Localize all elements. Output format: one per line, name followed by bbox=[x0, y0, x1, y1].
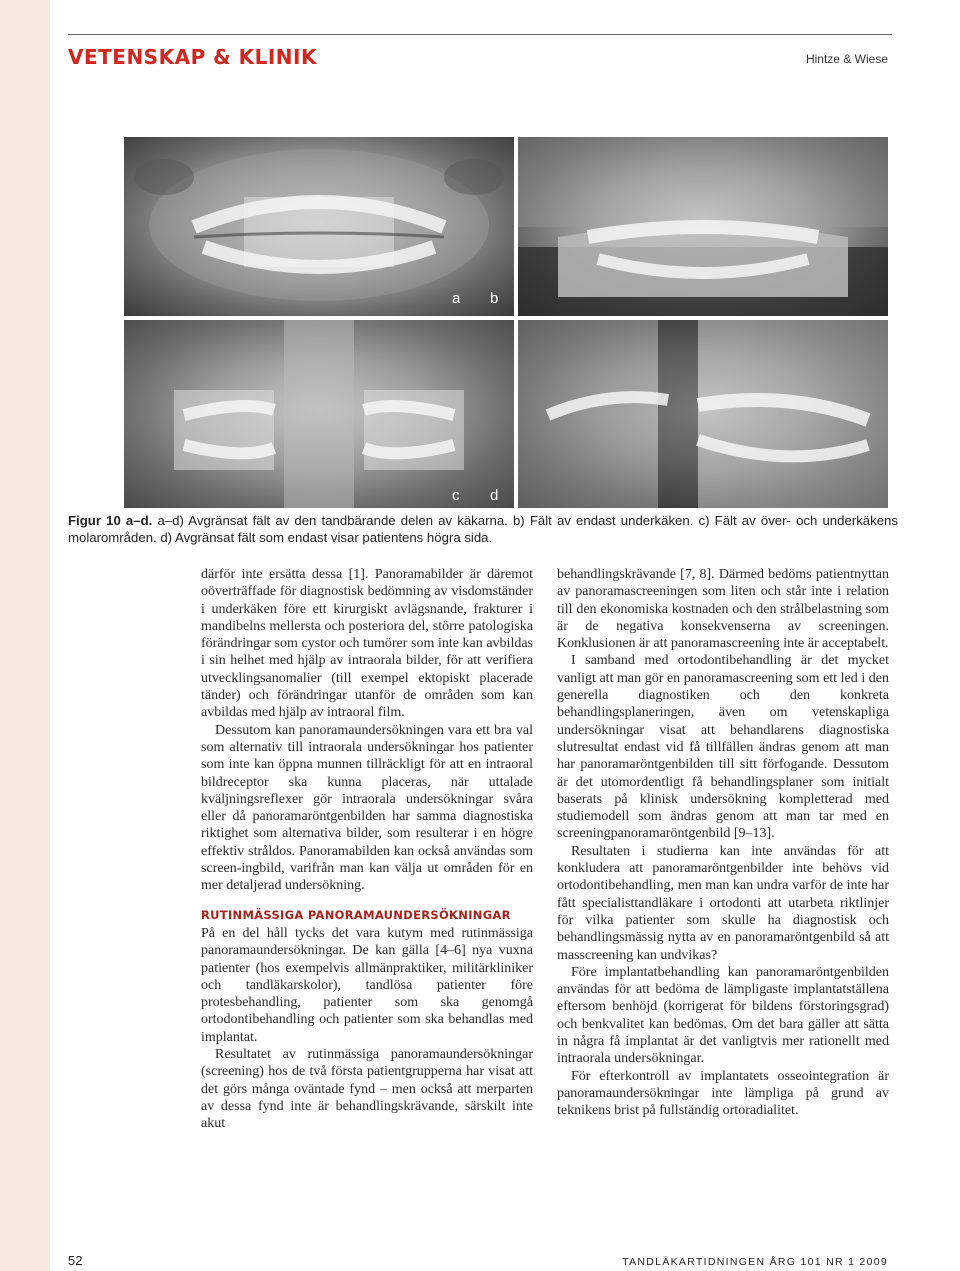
panel-label-a: a bbox=[452, 290, 461, 307]
page-number: 52 bbox=[68, 1253, 83, 1268]
panel-label-c: c bbox=[452, 487, 460, 504]
panoramic-xray-b bbox=[518, 137, 888, 316]
panoramic-xray-c bbox=[124, 320, 514, 508]
left-column bbox=[201, 566, 533, 1133]
xray-panel-b bbox=[518, 137, 888, 316]
left-paragraph-1: därför inte ersätta dessa [1]. Panoramabilder är däremot oöverträffade för diagnostisk bedömning av visdomständer i underkäken före ett kirurgiskt avlägsnande, frakturer i mandibelns mellersta och posteriora del, större patologiska förändringar som cystor och tumörer som inte kan avbildas i sin helhet med hjälp av intraorala bilder, för att verifiera utvecklingsanomalier (till exempel ektopiskt placerade tänder) och förändringar utanför de områden som kan avbildas med hjälp av intraoral film. bbox=[201, 567, 533, 721]
left-paragraph-2: Dessutom kan panoramaundersökningen vara ett bra val som alternativ till intraorala undersökningar hos patienter som inte kan öppna munnen tillräckligt för att en intraoral bildreceptor ska kunna placeras, när uttalade kväljningsreflexer gör intraorala undersökningar svåra eller då panoramaröntgenbilden har samma diagnostiska riktighet som alternativa bilder, som resulterar i en högre effektiv stråldos. Panoramabilden kan också användas som screen-ingbild, varifrån man kan välja ut områden för en mer detaljerad undersökning. bbox=[201, 722, 533, 894]
page-margin-band bbox=[0, 0, 50, 1271]
xray-panel-c bbox=[124, 320, 514, 508]
running-authors: Hintze & Wiese bbox=[805, 52, 888, 66]
panel-label-b: b bbox=[490, 290, 499, 307]
header-rule bbox=[68, 34, 892, 35]
panoramic-xray-d bbox=[518, 320, 888, 508]
journal-footer: TANDLÄKARTIDNINGEN ÅRG 101 NR 1 2009 bbox=[622, 1256, 888, 1268]
caption-text: a–d) Avgränsat fält av den tandbärande delen av käkarna. b) Fält av endast underkäken. c) Fält av över- och underkäkens molarområden. d) Avgränsat fält som endast visar patientens högra sida. bbox=[68, 513, 898, 545]
figure-caption bbox=[68, 512, 898, 546]
right-column bbox=[557, 566, 889, 1120]
caption-label: Figur 10 a–d. bbox=[68, 513, 153, 528]
right-paragraph-2: I samband med ortodontibehandling är det mycket vanligt att man gör en panoramascreening som ett led i den generella diagnostiken och den konkreta behandlingsplaneringen, även om vetenskapliga undersökningar visat att behandlarens diagnostiska slutresultat endast vid få tillfällen ändras genom att man har panoramaröntgenbilden till sitt förfogande. Dessutom är det utomordentligt få behandlingsplaner som initialt baserats på klinisk undersökning kompletterad med studiemodell som ändras genom att man tar med en screeningpanoramaröntgenbild [9–13]. bbox=[557, 653, 889, 842]
left-paragraph-3: På en del håll tycks det vara kutym med rutinmässiga panoramaundersökningar. De kan gälla [4–6] nya vuxna patienter (hos exempelvis allmänpraktiker, militärkliniker och tandläkarskolor), tandlösa patienter före protesbehandling, patienter som ska genomgå ortodontibehandling och patienter som ska behandlas med implantat. bbox=[201, 925, 533, 1045]
panel-label-d: d bbox=[490, 487, 499, 504]
right-paragraph-4: Före implantatbehandling kan panoramaröntgenbilden användas för att bedöma de lämpligaste implantatställena eftersom benhöjd (korrigerat för bildens förstoringsgrad) och benkvalitet kan bedömas. Om det bara gäller att sätta in några få implantat är det vanligtvis mer rationellt med intraorala undersökningar. bbox=[557, 964, 889, 1067]
right-paragraph-3: Resultaten i studierna kan inte användas för att konkludera att panoramaröntgenbilder inte behövs vid ortodontibehandling, men man kan undra varför de inte har fått specialisttandläkare i ortodonti att utarbeta riktlinjer för vilka patienter som skulle ha diagnostisk och behandlingsmässig nytta av en panoramaröntgenbild så att masscreening kan undvikas? bbox=[557, 843, 889, 963]
left-paragraph-4: Resultatet av rutinmässiga panoramaundersökningar (screening) hos de två första patientgrupperna har visat att det görs många oväntade fynd – men också att merparten av dessa fynd inte är behandlingskrävande, särskilt inte akut bbox=[201, 1047, 533, 1132]
right-paragraph-5: För efterkontroll av implantatets osseointegration är panoramaundersökningar inte lämpliga på grund av teknikens brist på fullständig ortoradialitet. bbox=[557, 1068, 889, 1119]
section-title: VETENSKAP & KLINIK bbox=[68, 45, 317, 69]
right-paragraph-1: behandlingskrävande [7, 8]. Därmed bedöms patientnyttan av panoramascreeningen som liten och står inte i relation till den ekonomiska kostnaden och den strålbelastning som är de negativa konsekvenserna av screeningen. Konklusionen är att panoramascreening inte är acceptabelt. bbox=[557, 567, 889, 652]
xray-panel-d bbox=[518, 320, 888, 508]
subheading-routine-screening: RUTINMÄSSIGA PANORAMAUNDERSÖKNINGAR bbox=[201, 907, 511, 922]
